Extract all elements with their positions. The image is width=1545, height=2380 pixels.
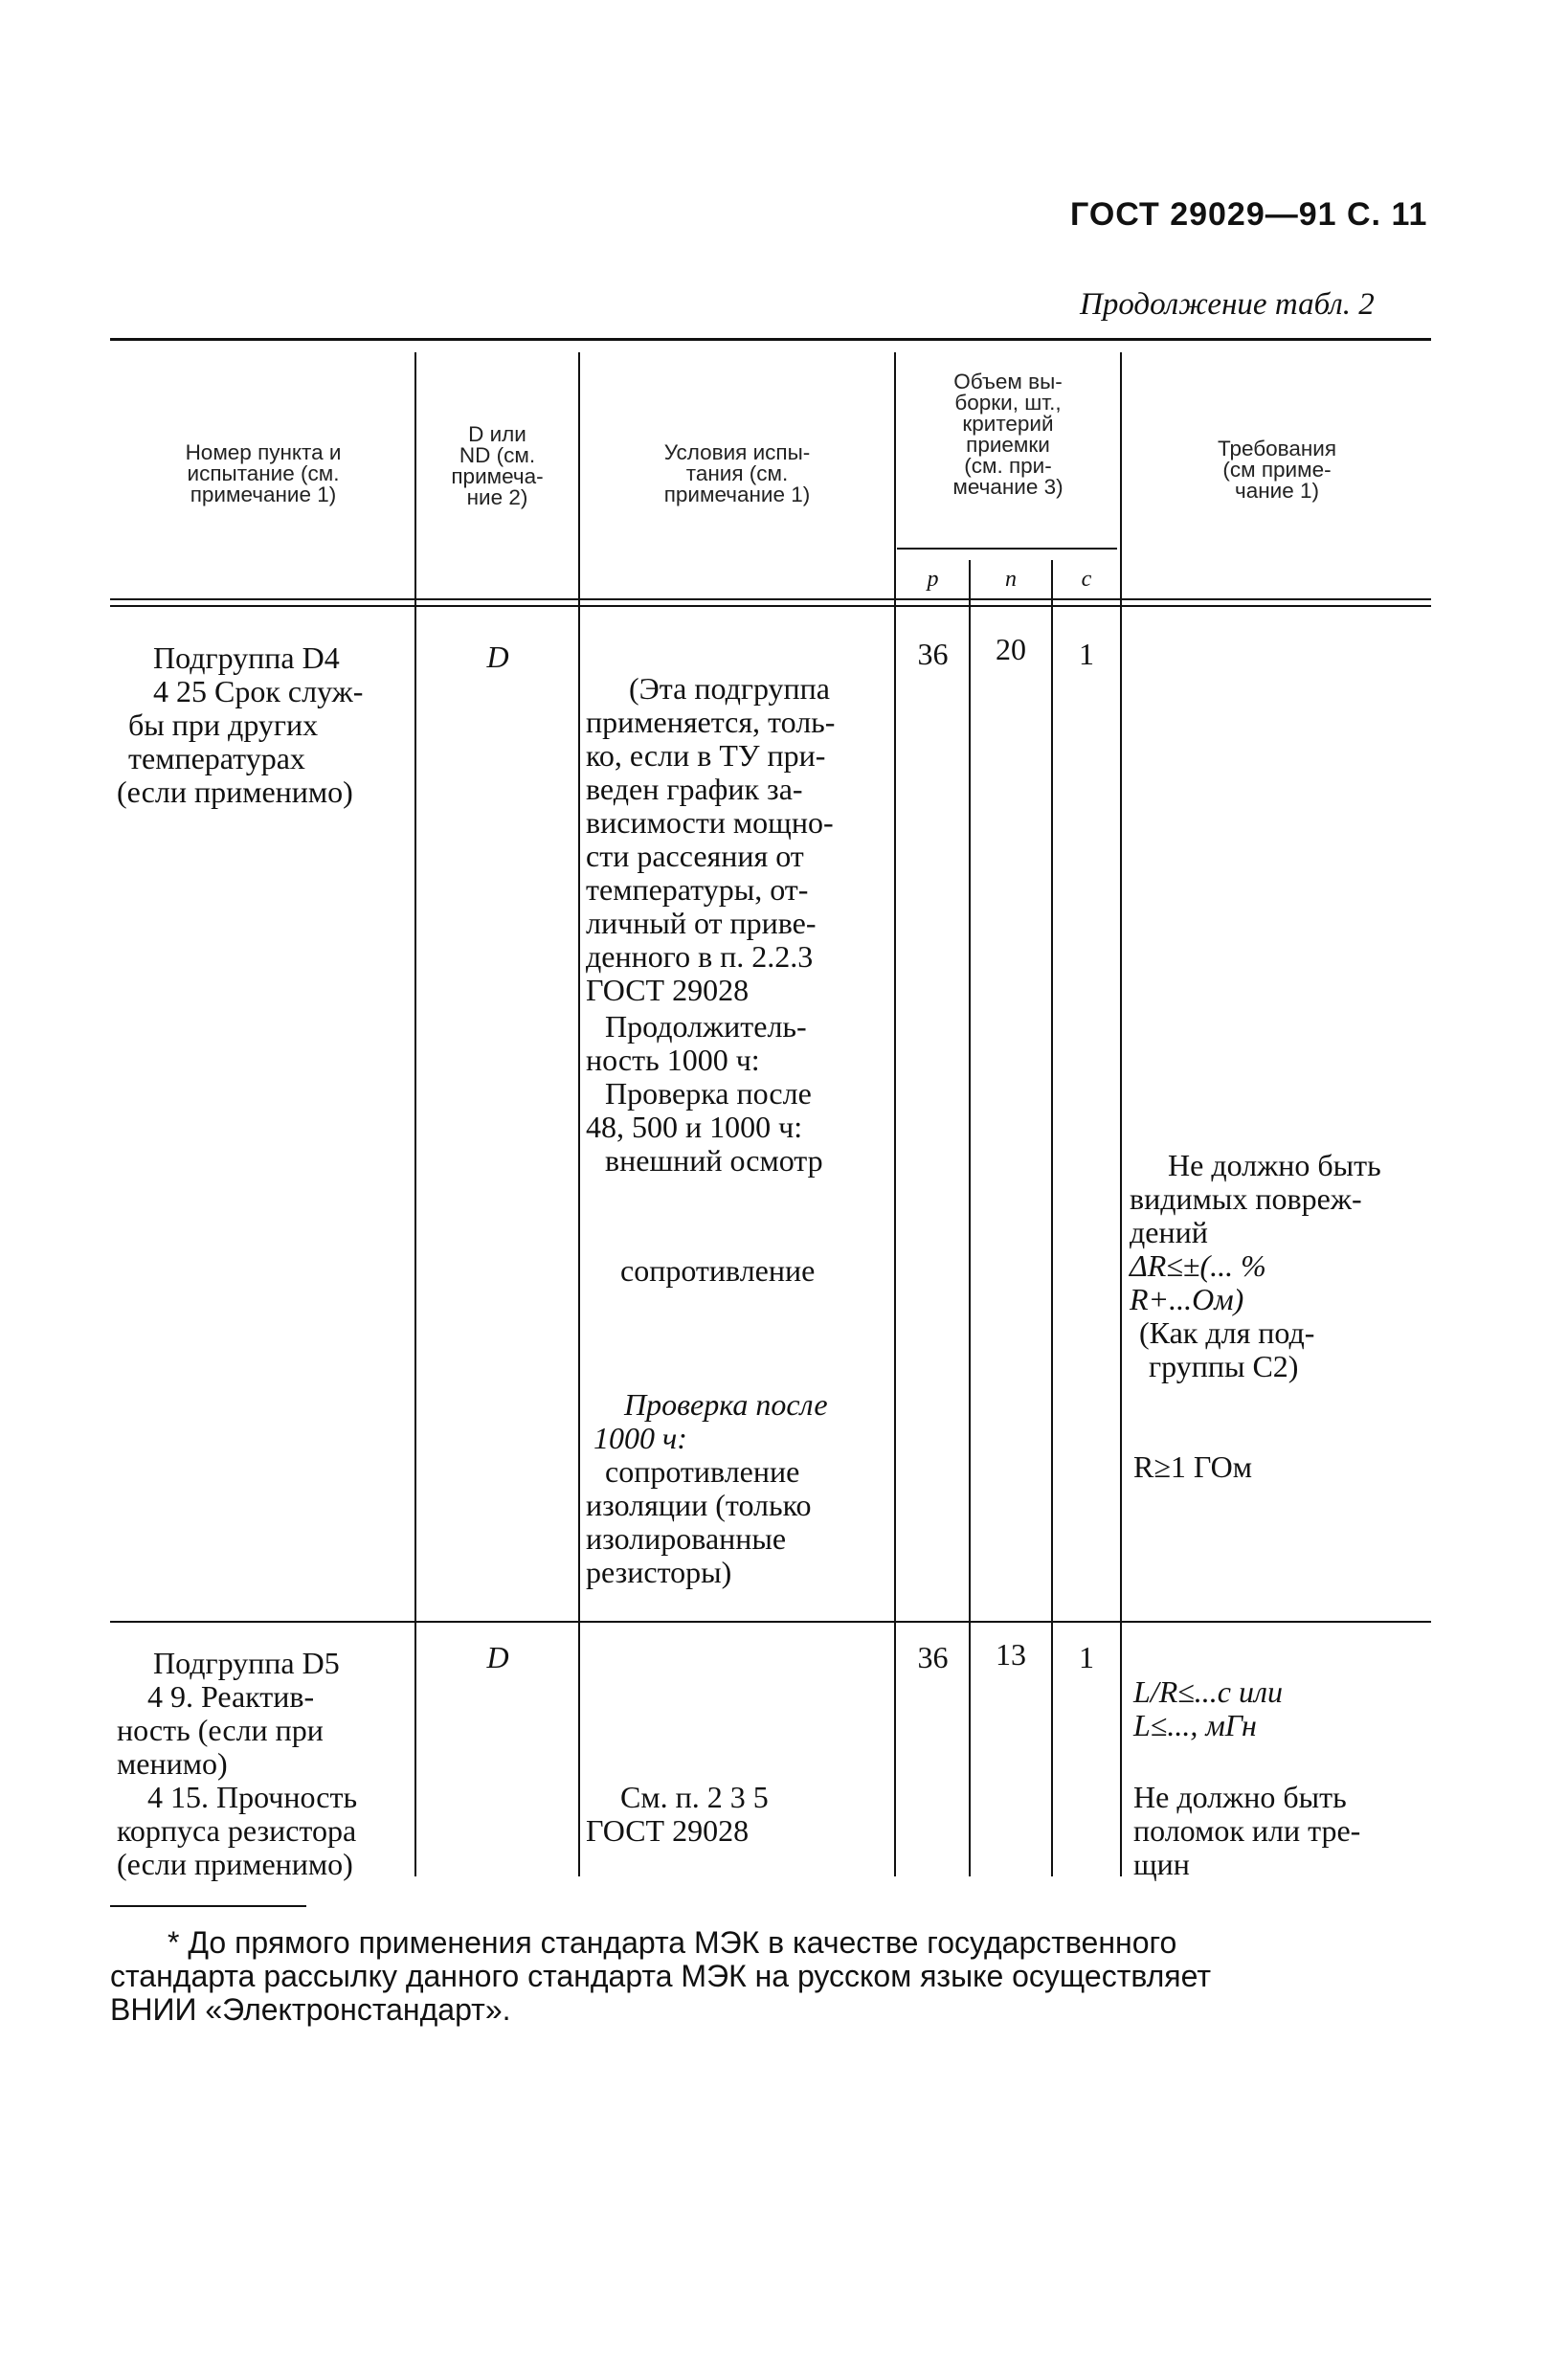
header-bottom-rule-2 xyxy=(110,605,1431,607)
header-requirements: Требования (см приме- чание 1) xyxy=(1217,437,1337,503)
row1-c: 1 xyxy=(1079,637,1094,671)
row1-conditions-visual: внешний осмотр xyxy=(605,1143,823,1178)
col-divider-p-n xyxy=(969,560,971,1876)
footnote: * До прямого применения стандарта МЭК в качестве государственного стандарта рассылку данного стандарта МЭК на русском языке осуществляет ВНИИ «Электронстандарт». xyxy=(110,1925,1211,2027)
header-n: n xyxy=(1005,567,1017,592)
row2-c: 1 xyxy=(1079,1640,1094,1674)
header-bottom-rule xyxy=(110,598,1431,600)
table-continuation-label: Продолжение табл. 2 xyxy=(1080,287,1375,322)
row1-req-visual: Не должно быть видимых повреж- дений xyxy=(1130,1148,1381,1249)
table-top-rule xyxy=(110,338,1431,341)
col-divider-3 xyxy=(894,352,896,1876)
row2-req-reactance: L/R≤...с или L≤..., мГн xyxy=(1133,1674,1283,1742)
row2-req-strength: Не должно быть поломок или тре- щин xyxy=(1133,1780,1361,1881)
row1-clause: Подгруппа D4 4 25 Срок служ- бы при других температурах (если применимо) xyxy=(117,640,364,809)
header-d-nd: D или ND (см. примеча- ние 2) xyxy=(451,422,544,509)
row1-req-insulation: R≥1 ГОм xyxy=(1133,1449,1252,1484)
col-divider-1 xyxy=(414,352,416,1876)
row1-conditions-check-1000: Проверка после 1000 ч: xyxy=(593,1387,828,1455)
col-divider-n-c xyxy=(1051,560,1053,1876)
header-conditions: Условия испы- тания (см. примечание 1) xyxy=(663,440,811,506)
header-p: p xyxy=(927,567,939,592)
row2-p: 36 xyxy=(917,1640,949,1674)
row1-conditions-check: Проверка после 48, 500 и 1000 ч: xyxy=(586,1076,812,1144)
col-divider-2 xyxy=(578,352,580,1876)
row2-n: 13 xyxy=(996,1637,1026,1672)
row2-d-nd: D xyxy=(486,1640,509,1674)
row1-conditions-resistance: сопротивление xyxy=(620,1253,816,1288)
row2-clause: Подгруппа D5 4 9. Реактив- ность (если при менимо) 4 15. Прочность корпуса резистора (если применимо) xyxy=(117,1646,358,1881)
row1-conditions-duration: Продолжитель- ность 1000 ч: xyxy=(586,1009,807,1077)
row2-conditions: См. п. 2 3 5 ГОСТ 29028 xyxy=(586,1780,769,1848)
header-clause: Номер пункта и испытание (см. примечание 1) xyxy=(185,440,342,506)
row1-req-as-c2: (Как для под- группы С2) xyxy=(1139,1315,1315,1383)
row1-req-resistance: ΔR≤±(... % R+...Ом) xyxy=(1130,1248,1266,1316)
row1-conditions-note: (Эта подгруппа применяется, толь- ко, если в ТУ при- веден график за- висимости мощно- сти рассеяния от температуры, от- личный от приве- денного в п. 2.2.3 ГОСТ 29028 xyxy=(586,671,836,1007)
row-separator-rule xyxy=(110,1621,1431,1623)
row1-p: 36 xyxy=(917,637,949,671)
row1-conditions-insulation: сопротивление изоляции (только изолированные резисторы) xyxy=(586,1454,812,1589)
col-divider-4 xyxy=(1120,352,1122,1876)
sample-subheader-rule xyxy=(897,548,1117,550)
header-c: c xyxy=(1081,567,1092,592)
header-sample: Объем вы- борки, шт., критерий приемки (см. при- мечание 3) xyxy=(952,370,1064,499)
row1-n: 20 xyxy=(996,632,1026,666)
row1-d-nd: D xyxy=(486,640,509,674)
footnote-separator-rule xyxy=(110,1905,306,1907)
page-number-header: ГОСТ 29029—91 С. 11 xyxy=(1070,196,1428,233)
